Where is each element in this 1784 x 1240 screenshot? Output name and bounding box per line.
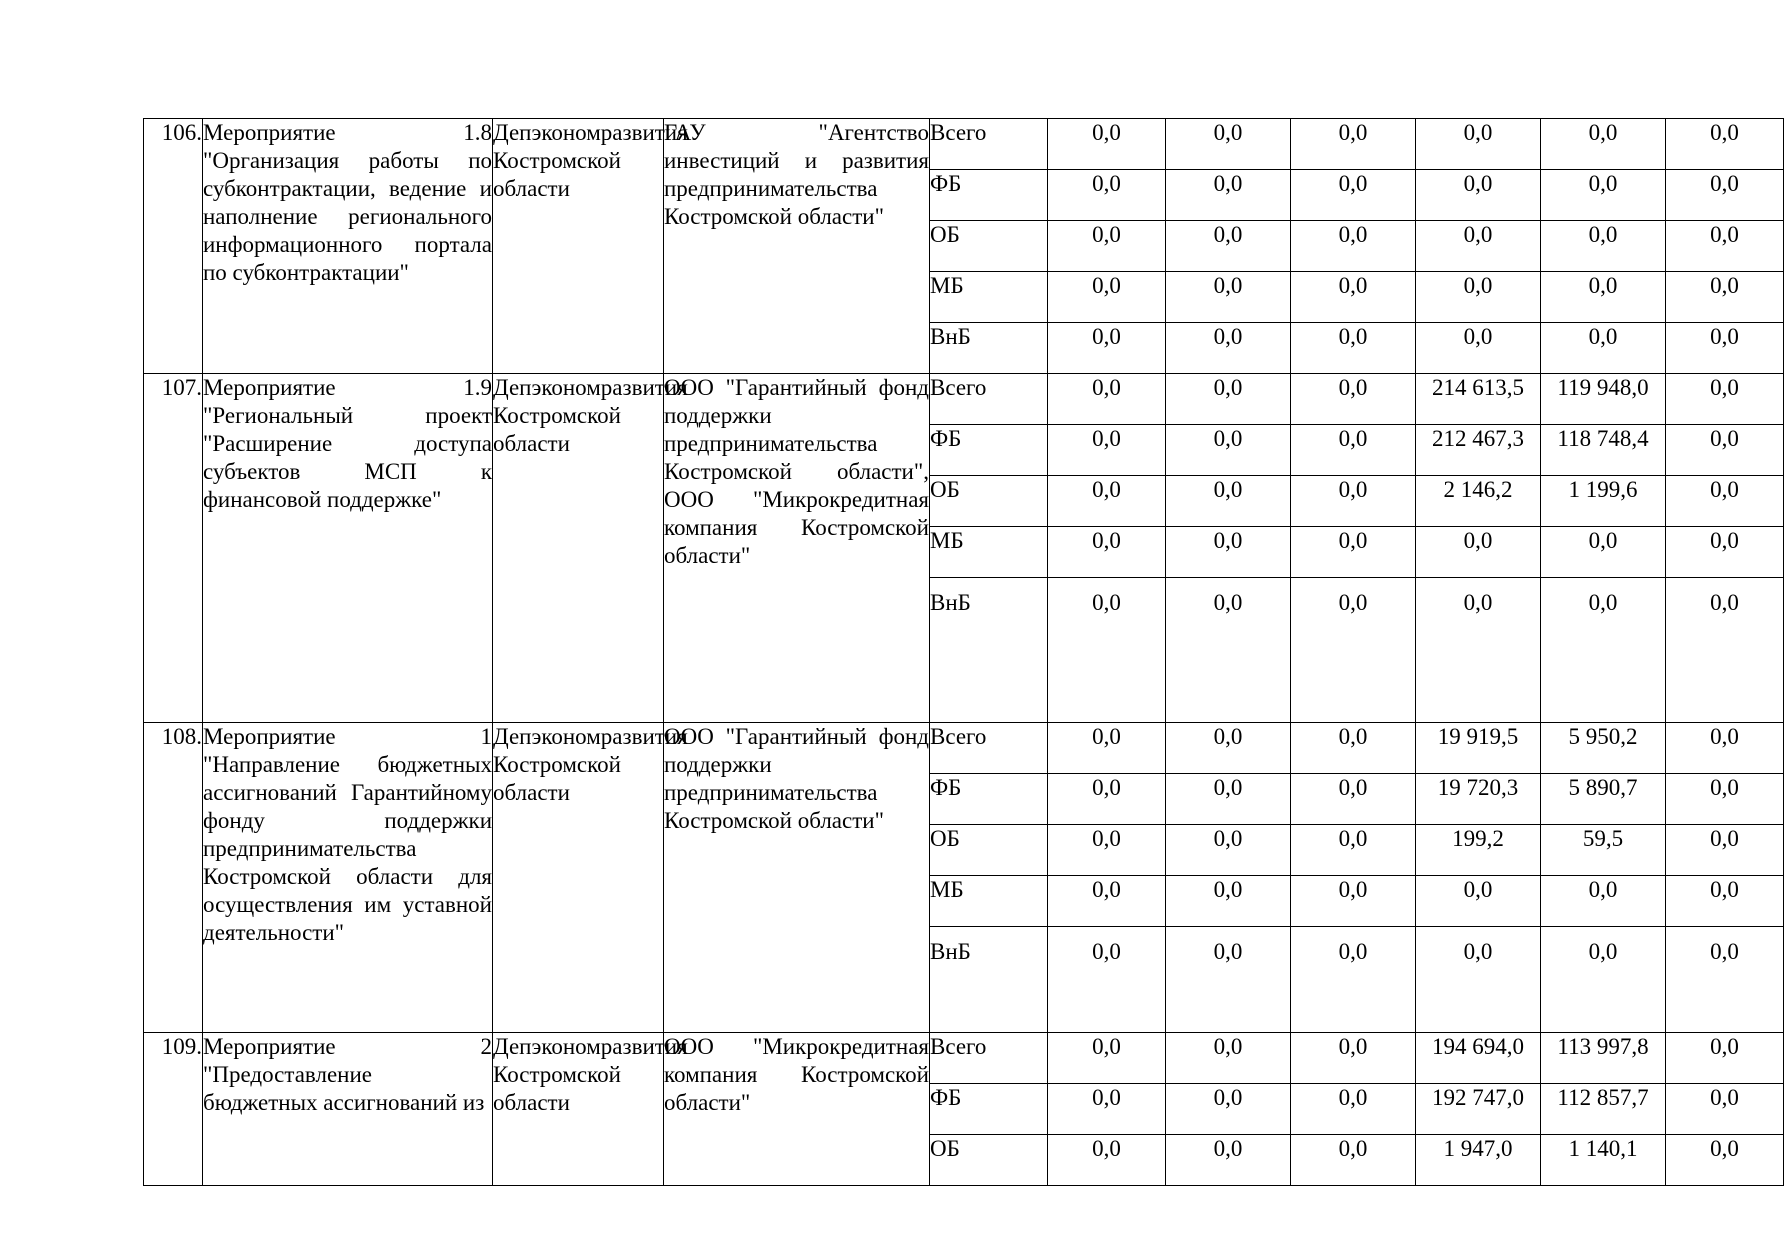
- funding-source: ВнБ: [930, 323, 1048, 374]
- amount-cell: 0,0: [1291, 527, 1416, 578]
- amount-cell: 194 694,0: [1416, 1033, 1541, 1084]
- participant: ООО "Гарантийный фонд поддержки предпринимательства Костромской области": [664, 723, 930, 1033]
- amount-cell: 0,0: [1048, 1135, 1166, 1186]
- amount-cell: 0,0: [1291, 578, 1416, 723]
- amount-cell: 0,0: [1048, 876, 1166, 927]
- funding-source: ФБ: [930, 774, 1048, 825]
- amount-cell: 0,0: [1666, 1084, 1784, 1135]
- row-number: 108.: [144, 723, 203, 1033]
- budget-table: [143, 118, 1784, 1186]
- amount-cell: 0,0: [1166, 876, 1291, 927]
- amount-cell: 0,0: [1666, 272, 1784, 323]
- amount-cell: 0,0: [1291, 119, 1416, 170]
- amount-cell: 0,0: [1291, 272, 1416, 323]
- amount-cell: 0,0: [1048, 323, 1166, 374]
- funding-source: ВнБ: [930, 578, 1048, 723]
- amount-cell: 2 146,2: [1416, 476, 1541, 527]
- amount-cell: 0,0: [1541, 578, 1666, 723]
- responsible-executor: Депэкономразвития Костромской области: [493, 723, 664, 1033]
- amount-cell: 0,0: [1416, 876, 1541, 927]
- table-row: [144, 119, 1784, 170]
- activity-name: Мероприятие 2 "Предоставление бюджетных ассигнований из: [203, 1033, 493, 1186]
- amount-cell: 0,0: [1166, 578, 1291, 723]
- amount-cell: 0,0: [1291, 476, 1416, 527]
- budget-table-body: [144, 119, 1784, 1186]
- table-row: [144, 723, 1784, 774]
- amount-cell: 0,0: [1416, 578, 1541, 723]
- amount-cell: 0,0: [1666, 374, 1784, 425]
- row-number: 109.: [144, 1033, 203, 1186]
- activity-name: Мероприятие 1.8 "Организация работы по субконтрактации, ведение и наполнение регионального информационного портала по субконтрактации": [203, 119, 493, 374]
- amount-cell: 0,0: [1166, 774, 1291, 825]
- amount-cell: 0,0: [1291, 1084, 1416, 1135]
- funding-source: ОБ: [930, 1135, 1048, 1186]
- amount-cell: 0,0: [1291, 927, 1416, 1033]
- row-number: 107.: [144, 374, 203, 723]
- amount-cell: 0,0: [1166, 1033, 1291, 1084]
- amount-cell: 0,0: [1666, 170, 1784, 221]
- amount-cell: 0,0: [1541, 323, 1666, 374]
- funding-source: ОБ: [930, 825, 1048, 876]
- activity-name: Мероприятие 1.9 "Региональный проект "Расширение доступа субъектов МСП к финансовой поддержке": [203, 374, 493, 723]
- amount-cell: 0,0: [1166, 170, 1291, 221]
- amount-cell: 0,0: [1166, 927, 1291, 1033]
- amount-cell: 0,0: [1291, 723, 1416, 774]
- funding-source: МБ: [930, 876, 1048, 927]
- amount-cell: 0,0: [1048, 374, 1166, 425]
- amount-cell: 0,0: [1166, 374, 1291, 425]
- amount-cell: 0,0: [1048, 425, 1166, 476]
- amount-cell: 0,0: [1416, 170, 1541, 221]
- funding-source: ОБ: [930, 476, 1048, 527]
- amount-cell: 0,0: [1666, 425, 1784, 476]
- amount-cell: 0,0: [1048, 774, 1166, 825]
- amount-cell: 0,0: [1166, 221, 1291, 272]
- amount-cell: 0,0: [1666, 119, 1784, 170]
- amount-cell: 119 948,0: [1541, 374, 1666, 425]
- responsible-executor: Депэкономразвития Костромской области: [493, 119, 664, 374]
- amount-cell: 0,0: [1666, 323, 1784, 374]
- amount-cell: 0,0: [1291, 323, 1416, 374]
- amount-cell: 214 613,5: [1416, 374, 1541, 425]
- amount-cell: 0,0: [1416, 323, 1541, 374]
- amount-cell: 0,0: [1541, 876, 1666, 927]
- responsible-executor: Депэкономразвития Костромской области: [493, 374, 664, 723]
- amount-cell: 0,0: [1048, 119, 1166, 170]
- amount-cell: 0,0: [1291, 1135, 1416, 1186]
- funding-source: МБ: [930, 272, 1048, 323]
- funding-source: МБ: [930, 527, 1048, 578]
- participant: ООО "Микрокредитная компания Костромской области": [664, 1033, 930, 1186]
- amount-cell: 0,0: [1666, 221, 1784, 272]
- amount-cell: 0,0: [1166, 425, 1291, 476]
- amount-cell: 5 950,2: [1541, 723, 1666, 774]
- amount-cell: 0,0: [1541, 170, 1666, 221]
- amount-cell: 0,0: [1166, 272, 1291, 323]
- amount-cell: 0,0: [1541, 272, 1666, 323]
- amount-cell: 0,0: [1666, 578, 1784, 723]
- amount-cell: 0,0: [1416, 527, 1541, 578]
- funding-source: Всего: [930, 723, 1048, 774]
- amount-cell: 199,2: [1416, 825, 1541, 876]
- amount-cell: 0,0: [1166, 825, 1291, 876]
- table-row: [144, 1033, 1784, 1084]
- amount-cell: 0,0: [1048, 723, 1166, 774]
- amount-cell: 0,0: [1541, 927, 1666, 1033]
- amount-cell: 0,0: [1048, 927, 1166, 1033]
- amount-cell: 118 748,4: [1541, 425, 1666, 476]
- amount-cell: 0,0: [1166, 1084, 1291, 1135]
- amount-cell: 59,5: [1541, 825, 1666, 876]
- participant: ООО "Гарантийный фонд поддержки предпринимательства Костромской области", ООО "Микрокредитная компания Костромской области": [664, 374, 930, 723]
- amount-cell: 0,0: [1291, 374, 1416, 425]
- amount-cell: 0,0: [1666, 876, 1784, 927]
- amount-cell: 0,0: [1291, 170, 1416, 221]
- amount-cell: 0,0: [1048, 221, 1166, 272]
- amount-cell: 0,0: [1666, 476, 1784, 527]
- amount-cell: 0,0: [1291, 876, 1416, 927]
- amount-cell: 0,0: [1166, 723, 1291, 774]
- amount-cell: 1 140,1: [1541, 1135, 1666, 1186]
- amount-cell: 0,0: [1666, 927, 1784, 1033]
- funding-source: Всего: [930, 119, 1048, 170]
- amount-cell: 0,0: [1416, 119, 1541, 170]
- amount-cell: 0,0: [1291, 221, 1416, 272]
- funding-source: Всего: [930, 374, 1048, 425]
- amount-cell: 113 997,8: [1541, 1033, 1666, 1084]
- amount-cell: 0,0: [1048, 825, 1166, 876]
- amount-cell: 0,0: [1416, 927, 1541, 1033]
- amount-cell: 0,0: [1048, 527, 1166, 578]
- amount-cell: 0,0: [1048, 1084, 1166, 1135]
- amount-cell: 0,0: [1048, 272, 1166, 323]
- amount-cell: 0,0: [1666, 723, 1784, 774]
- participant: ГАУ "Агентство инвестиций и развития предпринимательства Костромской области": [664, 119, 930, 374]
- funding-source: ФБ: [930, 1084, 1048, 1135]
- funding-source: ОБ: [930, 221, 1048, 272]
- amount-cell: 0,0: [1666, 1033, 1784, 1084]
- amount-cell: 0,0: [1291, 825, 1416, 876]
- amount-cell: 0,0: [1166, 119, 1291, 170]
- amount-cell: 0,0: [1291, 425, 1416, 476]
- amount-cell: 0,0: [1291, 1033, 1416, 1084]
- amount-cell: 0,0: [1166, 1135, 1291, 1186]
- amount-cell: 19 919,5: [1416, 723, 1541, 774]
- amount-cell: 0,0: [1048, 170, 1166, 221]
- row-number: 106.: [144, 119, 203, 374]
- funding-source: ФБ: [930, 425, 1048, 476]
- amount-cell: 0,0: [1666, 825, 1784, 876]
- amount-cell: 0,0: [1666, 774, 1784, 825]
- amount-cell: 0,0: [1416, 272, 1541, 323]
- amount-cell: 0,0: [1666, 1135, 1784, 1186]
- amount-cell: 112 857,7: [1541, 1084, 1666, 1135]
- amount-cell: 0,0: [1541, 119, 1666, 170]
- amount-cell: 0,0: [1291, 774, 1416, 825]
- responsible-executor: Депэкономразвития Костромской области: [493, 1033, 664, 1186]
- funding-source: ВнБ: [930, 927, 1048, 1033]
- amount-cell: 0,0: [1166, 476, 1291, 527]
- amount-cell: 212 467,3: [1416, 425, 1541, 476]
- amount-cell: 1 199,6: [1541, 476, 1666, 527]
- amount-cell: 0,0: [1666, 527, 1784, 578]
- amount-cell: 0,0: [1416, 221, 1541, 272]
- amount-cell: 0,0: [1048, 578, 1166, 723]
- amount-cell: 19 720,3: [1416, 774, 1541, 825]
- activity-name: Мероприятие 1 "Направление бюджетных ассигнований Гарантийному фонду поддержки предпринимательства Костромской области для осуществления им уставной деятельности": [203, 723, 493, 1033]
- amount-cell: 5 890,7: [1541, 774, 1666, 825]
- amount-cell: 1 947,0: [1416, 1135, 1541, 1186]
- funding-source: ФБ: [930, 170, 1048, 221]
- amount-cell: 0,0: [1048, 1033, 1166, 1084]
- amount-cell: 0,0: [1166, 527, 1291, 578]
- amount-cell: 0,0: [1541, 527, 1666, 578]
- amount-cell: 192 747,0: [1416, 1084, 1541, 1135]
- amount-cell: 0,0: [1166, 323, 1291, 374]
- funding-source: Всего: [930, 1033, 1048, 1084]
- amount-cell: 0,0: [1541, 221, 1666, 272]
- table-row: [144, 374, 1784, 425]
- amount-cell: 0,0: [1048, 476, 1166, 527]
